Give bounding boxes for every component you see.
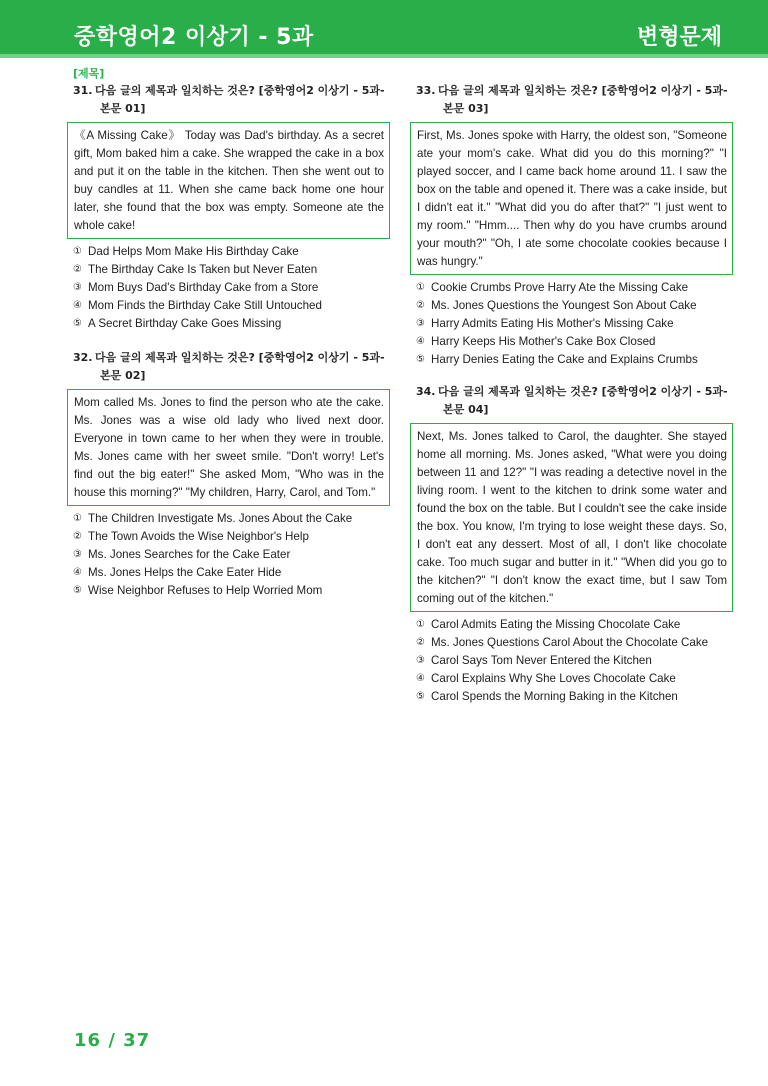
option-text: Ms. Jones Questions the Youngest Son About Cake (431, 299, 697, 312)
option-text: Wise Neighbor Refuses to Help Worried Mom (88, 584, 323, 597)
question-number: 31. (73, 84, 93, 97)
option-text: Carol Says Tom Never Entered the Kitchen (431, 654, 652, 667)
option-number: ④ (416, 336, 425, 347)
answer-options (67, 510, 390, 600)
option-text: Ms. Jones Helps the Cake Eater Hide (88, 566, 282, 579)
question-34 (410, 383, 733, 419)
question-prompt: 다음 글의 제목과 일치하는 것은? [중학영어2 이상기 - 5과- (438, 84, 728, 97)
answer-option[interactable] (67, 582, 390, 600)
option-number: ① (416, 282, 425, 293)
answer-options (67, 243, 390, 333)
answer-option[interactable] (410, 279, 733, 297)
option-number: ⑤ (416, 691, 425, 702)
answer-option[interactable] (410, 634, 733, 652)
document-title: 중학영어2 이상기 - 5과 (74, 25, 314, 50)
answer-options (410, 616, 733, 706)
section-label: [제목] (73, 67, 105, 80)
option-number: ① (73, 246, 82, 257)
option-text: Harry Denies Eating the Cake and Explains Crumbs (431, 353, 698, 366)
page-header (0, 0, 768, 58)
question-prompt-source: 본문 02] (100, 369, 146, 382)
question-prompt: 다음 글의 제목과 일치하는 것은? [중학영어2 이상기 - 5과- (438, 385, 728, 398)
option-number: ③ (416, 318, 425, 329)
option-text: Mom Buys Dad's Birthday Cake from a Store (88, 281, 319, 294)
answer-option[interactable] (67, 279, 390, 297)
option-number: ① (416, 619, 425, 630)
question-prompt: 다음 글의 제목과 일치하는 것은? [중학영어2 이상기 - 5과- (95, 84, 385, 97)
answer-option[interactable] (410, 616, 733, 634)
option-text: Carol Explains Why She Loves Chocolate Cake (431, 672, 676, 685)
passage-box (67, 122, 390, 239)
passage-text: First, Ms. Jones spoke with Harry, the oldest son, "Someone ate your mom's cake. What did you do this morning?" "I played soccer, and I came back home around 11. I saw the box on the table and opened it. There was a cake inside, but I didn't eat it." "What did you do after that?" "I just went to my room." "Hmm.... Then why do you have crumbs around your mouth?" "Oh, I ate some chocolate cookies because I was hungry." (417, 129, 727, 268)
option-number: ③ (416, 655, 425, 666)
answer-option[interactable] (410, 652, 733, 670)
option-text: The Town Avoids the Wise Neighbor's Help (88, 530, 309, 543)
answer-option[interactable] (67, 564, 390, 582)
answer-option[interactable] (67, 243, 390, 261)
left-column (67, 66, 390, 600)
question-prompt-source: 본문 03] (443, 102, 489, 115)
answer-option[interactable] (410, 670, 733, 688)
question-number: 34. (416, 385, 436, 398)
answer-option[interactable] (410, 351, 733, 369)
passage-text: Mom called Ms. Jones to find the person who ate the cake. Ms. Jones was a wise old lady who lived next door. Everyone in town came to her when they were in trouble. Ms. Jones came with her sweet smile. "Don't worry! Let's find out the big eater!" She asked Mom, "Who was in the house this morning?" "My children, Harry, Carol, and Tom." (74, 396, 384, 499)
option-text: The Children Investigate Ms. Jones About the Cake (88, 512, 353, 525)
option-number: ④ (73, 300, 82, 311)
option-text: Harry Keeps His Mother's Cake Box Closed (431, 335, 656, 348)
option-text: Mom Finds the Birthday Cake Still Untouched (88, 299, 322, 312)
option-number: ④ (416, 673, 425, 684)
question-number: 33. (416, 84, 436, 97)
question-32 (67, 349, 390, 385)
question-prompt-source: 본문 04] (443, 403, 489, 416)
option-number: ③ (73, 549, 82, 560)
option-number: ⑤ (416, 354, 425, 365)
option-text: Carol Spends the Morning Baking in the Kitchen (431, 690, 678, 703)
passage-box (67, 389, 390, 506)
right-column (410, 66, 733, 706)
document-type-badge: 변형문제 (636, 25, 722, 50)
passage-text: Next, Ms. Jones talked to Carol, the daughter. She stayed home all morning. Ms. Jones asked, "What were you doing between 11 and 12?" "I was reading a detective novel in the living room. I went to the kitchen to drink some water and found the box on the table. But I couldn't see the cake inside the box. You know, I'm trying to lose weight these days. So, I don't eat any dessert. Most of all, I don't like chocolate cake. Too much sugar and butter in it." "When did you go to the kitchen?" "I don't know the exact time, but I saw Tom coming out of the kitchen." (417, 430, 727, 605)
answer-option[interactable] (67, 261, 390, 279)
answer-option[interactable] (67, 297, 390, 315)
answer-option[interactable] (67, 315, 390, 333)
answer-option[interactable] (410, 688, 733, 706)
question-prompt: 다음 글의 제목과 일치하는 것은? [중학영어2 이상기 - 5과- (95, 351, 385, 364)
question-number: 32. (73, 351, 93, 364)
option-number: ② (73, 264, 82, 275)
passage-box (410, 423, 733, 612)
option-number: ② (416, 300, 425, 311)
option-number: ② (73, 531, 82, 542)
option-text: A Secret Birthday Cake Goes Missing (88, 317, 282, 330)
option-text: Ms. Jones Questions Carol About the Chocolate Cake (431, 636, 709, 649)
answer-option[interactable] (410, 297, 733, 315)
answer-option[interactable] (410, 333, 733, 351)
option-number: ④ (73, 567, 82, 578)
passage-box (410, 122, 733, 275)
option-text: Ms. Jones Searches for the Cake Eater (88, 548, 291, 561)
answer-option[interactable] (67, 510, 390, 528)
option-number: ⑤ (73, 585, 82, 596)
answer-option[interactable] (67, 528, 390, 546)
question-prompt-source: 본문 01] (100, 102, 146, 115)
question-33 (410, 82, 733, 118)
option-number: ③ (73, 282, 82, 293)
option-number: ⑤ (73, 318, 82, 329)
option-text: Carol Admits Eating the Missing Chocolate Cake (431, 618, 681, 631)
option-text: Harry Admits Eating His Mother's Missing Cake (431, 317, 674, 330)
option-text: The Birthday Cake Is Taken but Never Eaten (88, 263, 318, 276)
page-number: 16 / 37 (74, 1030, 151, 1051)
question-31 (67, 82, 390, 118)
option-number: ① (73, 513, 82, 524)
answer-option[interactable] (410, 315, 733, 333)
passage-text: 《A Missing Cake》 Today was Dad's birthday. As a secret gift, Mom baked him a cake. She wrapped the cake in a box and put it on the table in the kitchen. Then she went out to buy candles at 11. When she came back home one hour later, she found that the box was empty. Someone ate the whole cake! (74, 129, 384, 232)
option-text: Dad Helps Mom Make His Birthday Cake (88, 245, 299, 258)
answer-option[interactable] (67, 546, 390, 564)
answer-options (410, 279, 733, 369)
option-text: Cookie Crumbs Prove Harry Ate the Missing Cake (431, 281, 689, 294)
option-number: ② (416, 637, 425, 648)
